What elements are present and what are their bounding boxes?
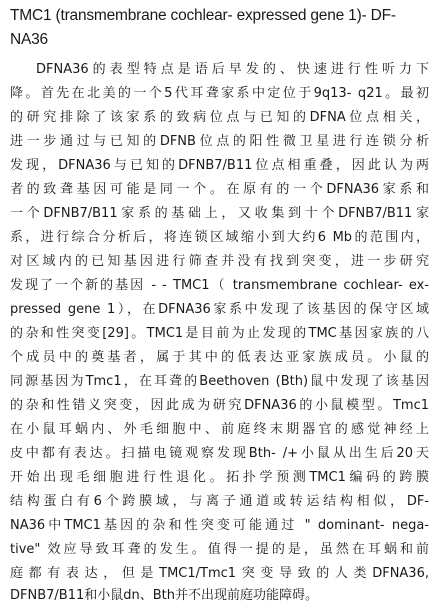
body-line-8: 系，进行综合分析后，将连锁区域缩小到大约6 Mb的范围内， — [10, 230, 429, 245]
body-line-5: 发现，DFNA36与已知的DFNB7/B11位点相重叠，因此认为两 — [10, 158, 429, 173]
section-heading — [10, 4, 435, 52]
body-line-6: 者的致聋基因可能是同一个。在原有的一个DFNA36家系和 — [10, 182, 429, 197]
body-line-3: 的研究排除了该家系的致病位点与已知的DFNA位点相关， — [10, 110, 429, 125]
body-line-1: DFNA36的表型特点是语后早发的、快速进行性听力下 — [36, 62, 429, 77]
body-line-16: 在小鼠耳蜗内、外毛细胞中、前庭终末期器官的感觉神经上 — [10, 422, 429, 437]
body-line-9: 对区域内的已知基因进行筛查并没有找到突变，进一步研究 — [10, 254, 429, 269]
body-line-12: 的杂和性突变[29]。TMC1是目前为止发现的TMC基因家族的八 — [10, 326, 429, 341]
body-line-21: tive" 效应导致耳聋的发生。值得一提的是，虽然在耳蜗和前 — [10, 542, 429, 557]
body-line-7: 一个DFNB7/B11家系的基础上，又收集到十个DFNB7/B11家 — [10, 206, 429, 221]
body-line-13: 个成员中的奠基者，属于其中的低表达亚家族成员。小鼠的 — [10, 350, 429, 365]
body-line-14: 同源基因为Tmc1，在耳聋的Beethoven (Bth)鼠中发现了该基因 — [10, 374, 429, 389]
body-line-4: 进一步通过与已知的DFNB位点的阳性微卫星进行连锁分析 — [10, 134, 429, 149]
heading-line-2: NA36 — [10, 31, 48, 48]
body-line-20: NA36中TMC1基因的杂和性突变可能通过 " dominant- nega- — [10, 518, 429, 533]
body-line-19: 结构蛋白有6个跨膜域，与离子通道或转运结构相似，DF- — [10, 494, 429, 509]
body-line-11: pressed gene 1），在DFNA36家系中发现了该基因的保守区域 — [10, 302, 429, 317]
body-line-23: DFNB7/B11和小鼠dn、Bth并不出现前庭功能障碍。 — [10, 588, 318, 603]
body-line-15: 的杂和性错义突变，因此成为研究DFNA36的小鼠模型。Tmc1 — [10, 398, 429, 413]
body-line-10: 发现了一个新的基因 - - TMC1（ transmembrane cochlear- ex- — [10, 278, 429, 293]
body-line-2: 降。首先在北美的一个5代耳聋家系中定位于9q13- q21。最初 — [10, 86, 429, 101]
body-line-18: 开始出现毛细胞进行性退化。拓扑学预测TMC1编码的跨膜 — [10, 470, 429, 485]
body-line-17: 皮中都有表达。扫描电镜观察发现Bth- /+小鼠从出生后20天 — [10, 446, 429, 461]
heading-line-1: TMC1 (transmembrane cochlear- expressed gene 1)- DF- — [10, 7, 396, 24]
body-line-22: 庭都有表达，但是TMC1/Tmc1突变导致的人类DFNA36, — [10, 566, 429, 581]
